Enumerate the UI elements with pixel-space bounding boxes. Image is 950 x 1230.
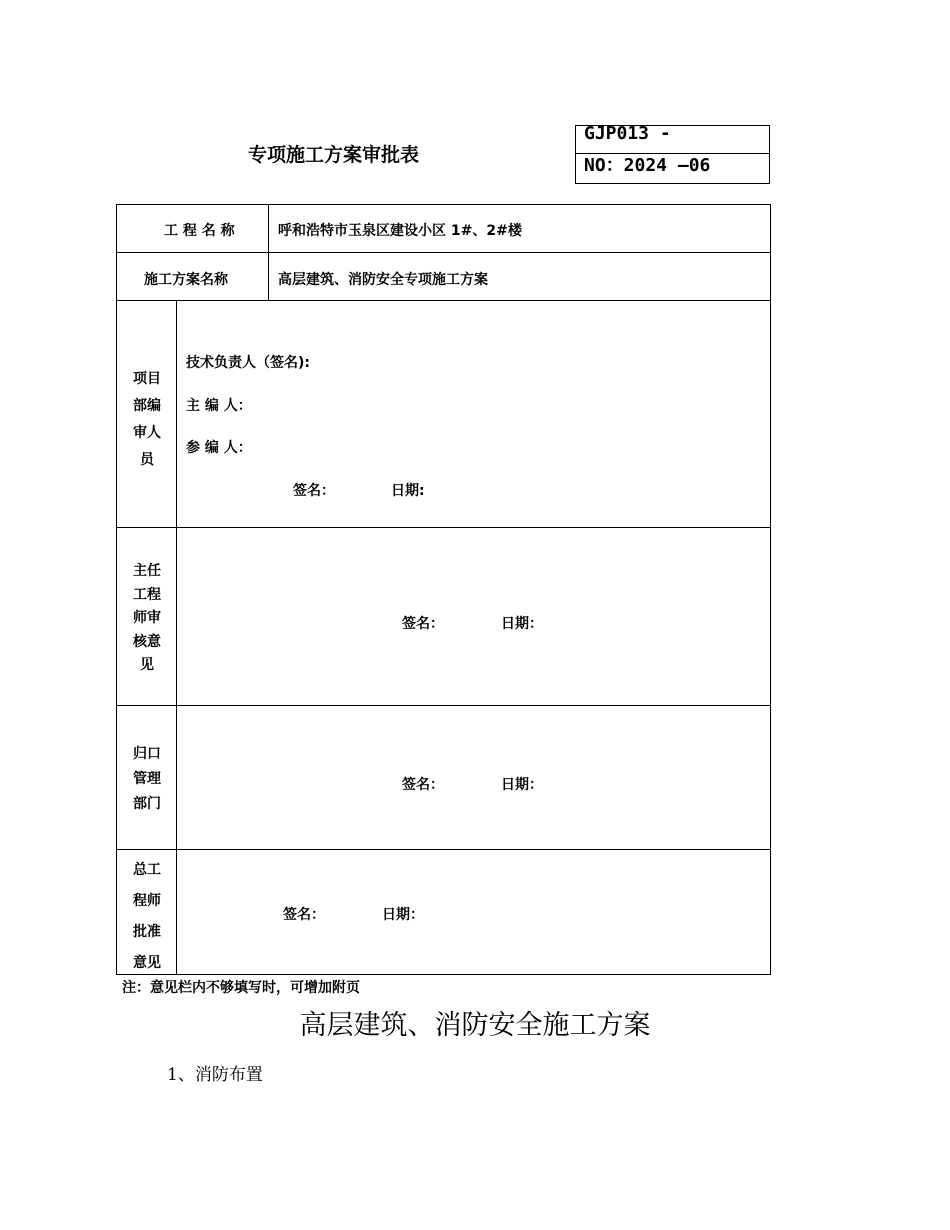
table-border-left [116,204,117,974]
co-editor-field-label: 参 编 人： [186,440,252,456]
date-label: 日期： [501,616,543,632]
document-heading: 高层建筑、消防安全施工方案 [299,1010,651,1041]
form-code-box [575,125,770,184]
chief-engineer-review-label: 主任 工程 师审 核意 见 [133,563,161,673]
signature-label: 签名： [402,616,444,632]
form-code: GJP013 - [584,123,671,144]
form-title: 专项施工方案审批表 [248,144,420,166]
management-dept-label: 归口 管理 部门 [133,746,161,812]
section-heading: 1、消防布置 [167,1065,263,1085]
chief-editor-field-label: 主 编 人： [186,398,252,414]
tech-lead-field-label: 技术负责人（签名): [186,355,310,371]
general-engineer-approval-label: 总工 程师 批准 意见 [133,862,161,971]
project-name-value: 呼和浩特市玉泉区建设小区 1#、2#楼 [278,223,522,239]
signature-label: 签名： [283,907,325,923]
table-column-divider [176,300,177,974]
project-reviewers-label: 项目 部编 审人 员 [133,371,161,468]
table-border-bottom [116,974,771,975]
signature-label: 签名： [293,483,335,499]
project-name-label: 工 程 名 称 [164,223,235,239]
table-row-divider [116,300,771,301]
table-row-divider [116,705,771,706]
table-column-divider [268,204,269,300]
table-row-divider [116,527,771,528]
table-border-top [116,204,771,205]
table-row-divider [116,252,771,253]
date-label: 日期： [382,907,424,923]
form-number: NO：2024 —06 [584,155,711,176]
plan-name-value: 高层建筑、消防安全专项施工方案 [278,272,488,288]
table-border-right [770,204,771,974]
date-label: 日期： [501,777,543,793]
signature-label: 签名： [402,777,444,793]
table-row-divider [116,849,771,850]
date-label: 日期: [391,483,425,499]
plan-name-label: 施工方案名称 [144,272,228,288]
table-footnote: 注：意见栏内不够填写时，可增加附页 [122,980,360,996]
